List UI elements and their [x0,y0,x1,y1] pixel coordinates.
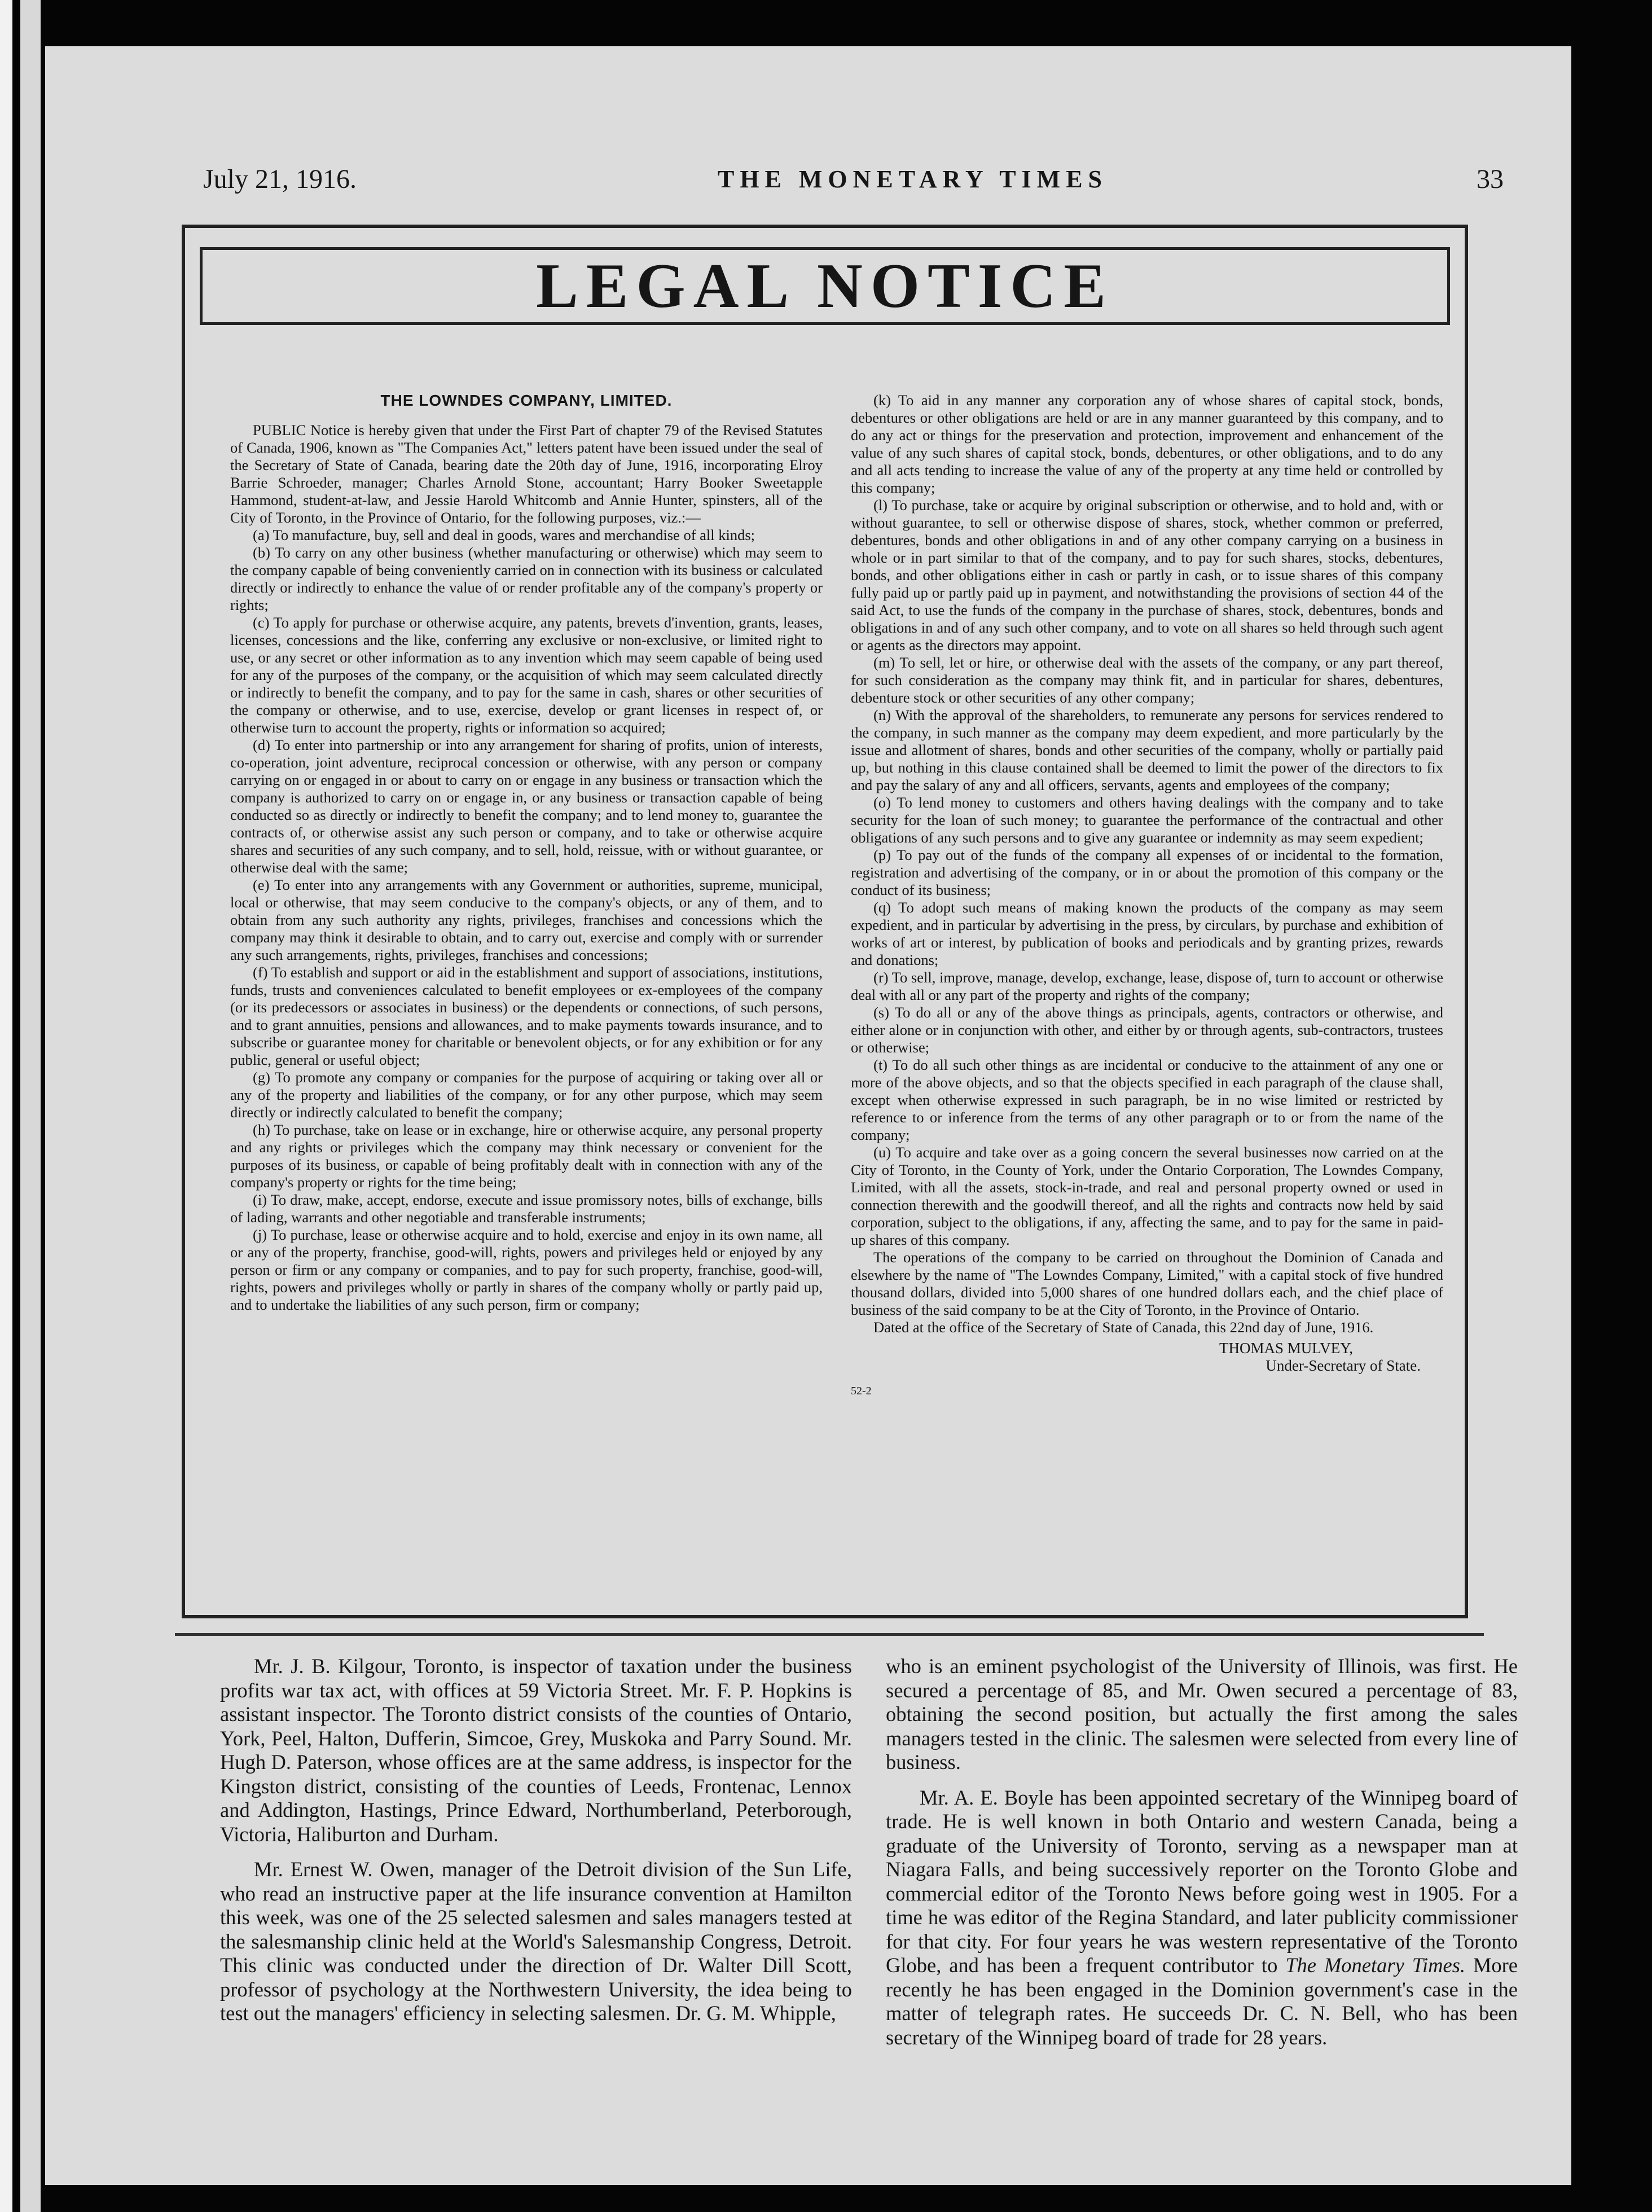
news-left-column [220,1654,852,2037]
legal-notice-left-column [230,392,823,1314]
legal-notice-title-box [200,247,1450,325]
news-paragraph-continuation: who is an eminent psychologist of the University of Illinois, was first. He secured a percentage of 85, and Mr. Owen secured a percentage of 83, obtaining the second position, but actually the first among the sales managers tested in the clinic. The salesmen were selected from every line of business. [886,1654,1518,1774]
page-number: 33 [1477,164,1504,194]
masthead: THE MONETARY TIMES [717,165,1108,193]
issue-date: July 21, 1916. [203,164,357,194]
notice-clause-d: (d) To enter into partnership or into any arrangement for sharing of profits, union of interests, co-operation, joint adventure, reciprocal concession or otherwise, with any person or company carrying on or engaged in or about to carry on or engage in any business or transaction which the company is authorized to carry on or engage in, or any business or transaction capable of being conducted so as directly or indirectly to benefit the company; and to lend money to, guarantee the contracts of, or otherwise assist any such person or company, and to take or otherwise acquire shares and securities of any such company, and to sell, hold, reissue, with or without guarantee, or otherwise deal with the same; [230,736,823,876]
notice-dated: Dated at the office of the Secretary of State of Canada, this 22nd day of June, 1916. [873,1319,1374,1336]
notice-clause-c: (c) To apply for purchase or otherwise acquire, any patents, brevets d'invention, grants, leases, licenses, concessions and the like, conferring any exclusive or non-exclusive, or limited right to use, or any secret or other information as to any invention which may seem capable of being used for any of the purposes of the company, or the acquisition of which may seem calculated directly or indirectly to benefit the company, and to pay for the same in cash, shares or other securities of the company or otherwise, and to use, exercise, develop or grant licenses in respect of, or otherwise turn to account the property, rights or information so acquired; [230,614,823,736]
news-right-column [886,1654,1518,2061]
notice-clause-o: (o) To lend money to customers and others having dealings with the company and to take security for the loan of such money; to guarantee the performance of the contractual and other obligations of any such persons and to give any guarantee or indemnity as may seem expedient; [851,794,1443,846]
publication-name: The Monetary Times. [1285,1954,1466,1977]
scan-edge [0,0,12,2212]
notice-clause-n: (n) With the approval of the shareholders, to remunerate any persons for services rendered to the company, in such manner as the company may deem expedient, and more particularly by the issue and allotment of shares, bonds and other securities of the company, wholly or partially paid up, but nothing in this clause contained shall be deemed to limit the power of the directors to fix and pay the salary of any and all officers, servants, agents and employees of the company; [851,706,1443,793]
news-paragraph-owen: Mr. Ernest W. Owen, manager of the Detroit division of the Sun Life, who read an instructive paper at the life insurance convention at Hamilton this week, was one of the 25 selected salesmen and sales managers tested at the salesmanship clinic held at the World's Salesmanship Congress, Detroit. This clinic was conducted under the direction of Dr. Walter Dill Scott, professor of psychology at the Northwestern University, the idea being to test out the managers' efficiency in selecting salesmen. Dr. G. M. Whipple, [220,1858,852,2025]
notice-clause-h: (h) To purchase, take on lease or in exchange, hire or otherwise acquire, any personal property and any rights or privileges which the company may think necessary or convenient for the purposes of its business, or capable of being profitably dealt with in connection with any of the company's property or rights for the time being; [230,1121,823,1191]
signature-title: Under-Secretary of State. [1266,1357,1421,1374]
boyle-text-start: Mr. A. E. Boyle has been appointed secretary of the Winnipeg board of trade. He is well known in both Ontario and western Canada, being a graduate of the University of Toronto, serving as a newspaper man at Niagara Falls, and being successively reporter on the Toronto Globe and commercial editor of the Toronto News before going west in 1905. For a time he was editor of the Regina Standard, and later publicity commissioner for that city. For four years he was western representative of the Toronto Globe, and has been a frequent contributor to [886,1785,1518,1977]
notice-clause-j: (j) To purchase, lease or otherwise acquire and to hold, exercise and enjoy in its own name, all or any of the property, franchise, good-will, rights, powers and privileges held or enjoyed by any person or firm or any company or companies, and to pay for such property, franchise, good-will, rights, powers and privileges wholly or partly in shares of the company wholly or partly paid up, and to undertake the liabilities of any such person, firm or company; [230,1226,823,1313]
legal-notice-right-column [851,392,1443,1400]
notice-clause-r: (r) To sell, improve, manage, develop, exchange, lease, dispose of, turn to account or otherwise deal with all or any part of the property and rights of the company; [851,969,1443,1003]
notice-clause-s: (s) To do all or any of the above things as principals, agents, contractors or otherwise, and either alone or in conjunction with other, and either by or through agents, sub-contractors, trustees or otherwise; [851,1004,1443,1056]
binding-spine [20,0,41,2212]
news-paragraph-boyle [886,1786,1518,2050]
notice-clause-t: (t) To do all such other things as are incidental or conducive to the attainment of any one or more of the above objects, and so that the objects specified in each paragraph of the clause shall, except when otherwise expressed in such paragraph, be in no wise limited or restricted by reference to or inference from the terms of any other paragraph or to or from the name of the company; [851,1056,1443,1143]
notice-clause-i: (i) To draw, make, accept, endorse, execute and issue promissory notes, bills of exchange, bills of lading, warrants and other negotiable and transferable instruments; [230,1191,823,1226]
legal-notice-box [182,225,1468,1618]
boyle-text-end: More recently he has been engaged in the Dominion government's case in the matter of telegraph rates. He succeeds Dr. C. N. Bell, who has been secretary of the Winnipeg board of trade for 28 years. [886,1954,1518,2049]
notice-operations: The operations of the company to be carried on throughout the Dominion of Canada and elsewhere by the name of "The Lowndes Company, Limited," with a capital stock of five hundred thousand dollars, divided into 5,000 shares of one hundred dollars each, and the chief place of business of the said company to be at the City of Toronto, in the Province of Ontario. [851,1249,1443,1318]
newspaper-page [45,46,1571,2185]
legal-notice-body [230,392,1443,1616]
signature-name: THOMAS MULVEY, [1219,1340,1353,1357]
notice-clause-u: (u) To acquire and take over as a going concern the several businesses now carried on at the City of Toronto, in the County of York, under the Ontario Corporation, The Lowndes Company, Limited, with all the assets, stock-in-trade, and real and personal property owned or used in connection therewith and the goodwill thereof, and all the rights and contracts now held by said corporation, subject to the obligations, if any, affecting the same, and to pay for the same in paid-up shares of this company. [851,1144,1443,1248]
company-heading: THE LOWNDES COMPANY, LIMITED. [380,392,673,409]
running-head [203,153,1504,204]
notice-clause-b: (b) To carry on any other business (whether manufacturing or otherwise) which may seem to the company capable of being conveniently carried on in connection with its business or calculated directly or indirectly to enhance the value of or render profitable any of the company's property or rights; [230,544,823,613]
notice-clause-q: (q) To adopt such means of making known the products of the company as may seem expedient, and in particular by advertising in the press, by circulars, by purchase and exhibition of works of art or interest, by publication of books and periodicals and by granting prizes, rewards and donations; [851,899,1443,968]
notice-clause-a: (a) To manufacture, buy, sell and deal in goods, wares and merchandise of all kinds; [253,526,755,543]
legal-notice-title: LEGAL NOTICE [536,251,1114,321]
notice-clause-e: (e) To enter into any arrangements with any Government or authorities, supreme, municipal, local or otherwise, that may seem conducive to the company's objects, or any of them, and to obtain from any such authority any rights, privileges, franchises and concessions which the company may think it desirable to obtain, and to carry out, exercise and comply with or surrender any such arrangements, rights, privileges, franchises and concessions; [230,876,823,963]
notice-clause-k: (k) To aid in any manner any corporation any of whose shares of capital stock, bonds, debentures or other obligations are held or are in any manner guaranteed by this company, and to do any act or things for the preservation and protection, improvement and enhancement of the value of any such shares of capital stock, bonds, debentures, or other obligations, and to do any and all acts tending to increase the value of any of the property at any time held or controlled by this company; [851,392,1443,496]
notice-clause-l: (l) To purchase, take or acquire by original subscription or otherwise, and to hold and, with or without guarantee, to sell or otherwise dispose of shares, stock, whether common or preferred, debentures, bonds and other obligations in and of any other company carrying on a business in whole or in part similar to that of the company, and to pay for such shares, stocks, debentures, bonds, and other obligations either in cash or partly in cash, or to issue shares of this company fully paid up or partly paid up in payment, and notwithstanding the provisions of section 44 of the said Act, to use the funds of the company in the purchase of shares, stock, debentures, bonds and obligations in and of any such other company, and to vote on all shares so held through such agent or agents as the directors may appoint. [851,497,1443,653]
notice-clause-m: (m) To sell, let or hire, or otherwise deal with the assets of the company, or any part thereof, for such consideration as the company may think fit, and in particular for shares, debentures, debenture stock or other securities of any other company; [851,654,1443,706]
notice-clause-f: (f) To establish and support or aid in the establishment and support of associations, institutions, funds, trusts and conveniences calculated to benefit employees or ex-employees of the company (or its predecessors or associates in business) or the dependents or connections, of such persons, and to grant annuities, pensions and allowances, and to make payments towards insurance, and to subscribe or guarantee money for charitable or benevolent objects, or for any exhibition or for any public, general or useful object; [230,964,823,1068]
notice-clause-p: (p) To pay out of the funds of the company all expenses of or incidental to the formation, registration and advertising of the company, or in or about the promotion of this company or the conduct of its business; [851,846,1443,898]
section-divider [175,1633,1484,1636]
news-paragraph-kilgour: Mr. J. B. Kilgour, Toronto, is inspector of taxation under the business profits war tax act, with offices at 59 Victoria Street. Mr. F. P. Hopkins is assistant inspector. The Toronto district consists of the counties of Ontario, York, Peel, Halton, Dufferin, Simcoe, Grey, Muskoka and Parry Sound. Mr. Hugh D. Paterson, whose offices are at the same address, is inspector for the Kingston district, consisting of the counties of Leeds, Frontenac, Lennox and Addington, Hastings, Prince Edward, Northumberland, Peterborough, Victoria, Haliburton and Durham. [220,1654,852,1846]
notice-paragraph: PUBLIC Notice is hereby given that under the First Part of chapter 79 of the Revised Statutes of Canada, 1906, known as "The Companies Act," letters patent have been issued under the seal of the Secretary of State of Canada, bearing date the 20th day of June, 1916, incorporating Elroy Barrie Schroeder, manager; Charles Arnold Stone, accountant; Harry Booker Sweetapple Hammond, student-at-law, and Jessie Harold Whitcomb and Annie Hunter, spinsters, all of the City of Toronto, in the Province of Ontario, for the following purposes, viz.:— [230,422,823,526]
issue-code: 52-2 [851,1385,872,1397]
notice-clause-g: (g) To promote any company or companies for the purpose of acquiring or taking over all or any of the property and liabilities of the company, or for any other purpose, which may seem directly or indirectly calculated to benefit the company; [230,1069,823,1121]
